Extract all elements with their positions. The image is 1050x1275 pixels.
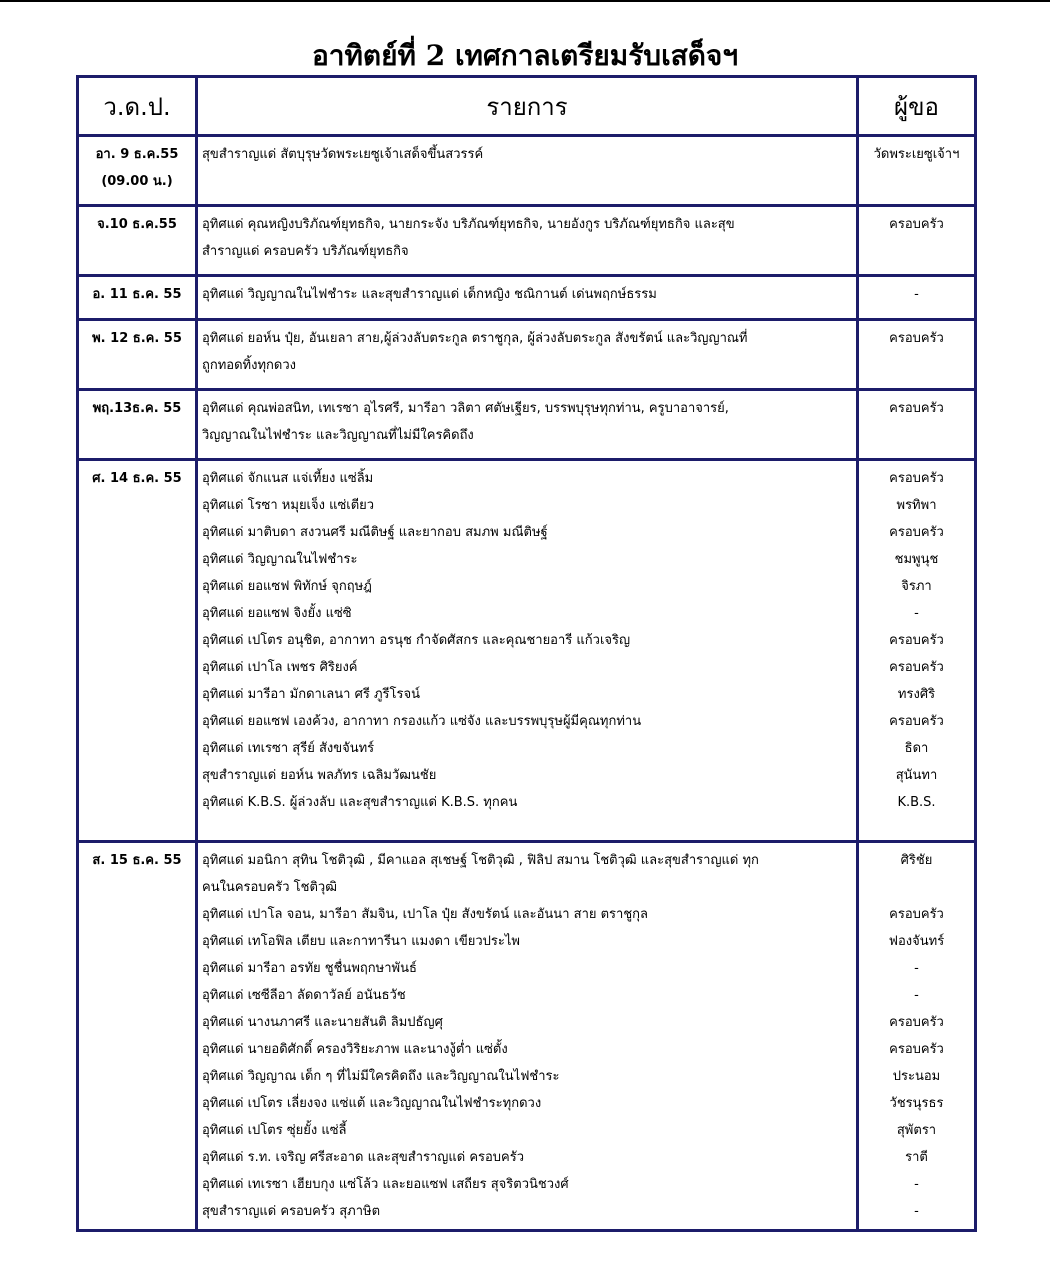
requester-name: ครอบครัว <box>889 1015 944 1030</box>
table-row <box>78 390 976 460</box>
item-line: อุทิศแด่ วิญญาณในไฟชำระ <box>202 552 358 567</box>
row-date <box>78 842 197 1231</box>
page-title: อาทิตย์ที่ 2 เทศกาลเตรียมรับเสด็จฯ <box>311 39 739 72</box>
requester-name: ครอบครัว <box>889 331 944 346</box>
item-line: อุทิศแด่ คุณหญิงบริภัณฑ์ยุทธกิจ, นายกระจัง บริภัณฑ์ยุทธกิจ, นายอังกูร บริภัณฑ์ยุทธกิจ และสุข <box>202 217 735 232</box>
date-line: (09.00 น.) <box>101 174 173 189</box>
table-row <box>78 842 976 1231</box>
item-line: อุทิศแด่ เทเรซา สุรีย์ สังขจันทร์ <box>202 741 375 756</box>
item-line: อุทิศแด่ ยอห์น ปุ๋ย, อันเยลา สาย,ผู้ล่วงลับตระกูล ตราชูกุล, ผู้ล่วงลับตระกูล สังขรัตน์ และวิญญาณที่ <box>202 331 748 346</box>
item-line: อุทิศแด่ เปโตร เลี่ยงจง แซ่แต้ และวิญญาณในไฟชำระทุกดวง <box>202 1096 542 1111</box>
item-line: อุทิศแด่ วิญญาณ เด็ก ๆ ที่ไม่มีใครคิดถึง และวิญญาณในไฟชำระ <box>202 1069 560 1084</box>
row-requesters <box>858 320 976 390</box>
item-line: อุทิศแด่ ร.ท. เจริญ ศรีสะอาด และสุขสำราญแด่ ครอบครัว <box>202 1150 525 1165</box>
requester-name: ธิดา <box>904 741 929 756</box>
requester-name: - <box>914 1204 919 1219</box>
requester-spacer <box>861 874 972 901</box>
requester-name: ครอบครัว <box>889 217 944 232</box>
item-line: อุทิศแด่ มาติบดา สงวนศรี มณีติษฐ์ และยากอบ สมภพ มณีติษฐ์ <box>202 525 548 540</box>
item-line: อุทิศแด่ มารีอา อรทัย ชูชื่นพฤกษาพันธ์ <box>202 961 417 976</box>
item-line: สุขสำราญแด่ สัตบุรุษวัดพระเยซูเจ้าเสด็จขึ้นสวรรค์ <box>202 147 484 162</box>
requester-name: ครอบครัว <box>889 525 944 540</box>
item-line: อุทิศแด่ เปโตร ซุ่ยยั้ง แซ่ลี้ <box>202 1123 347 1138</box>
row-items <box>197 320 858 390</box>
row-items <box>197 390 858 460</box>
row-date <box>78 206 197 276</box>
item-line-continued: วิญญาณในไฟชำระ และวิญญาณที่ไม่มีใครคิดถึง <box>202 428 474 443</box>
item-line: อุทิศแด่ ยอแซฟ เองค้วง, อากาทา กรองแก้ว แซ่จัง และบรรพบุรุษผู้มีคุณทุกท่าน <box>202 714 642 729</box>
date-line: อ. 11 ธ.ค. 55 <box>92 287 182 302</box>
row-items <box>197 276 858 320</box>
requester-name: K.B.S. <box>897 795 936 810</box>
requester-name: ฟองจันทร์ <box>888 934 945 949</box>
item-line: อุทิศแด่ เทเรซา เฮียบกุง แซ่โล้ว และยอแซฟ เสถียร สุจริตวนิชวงศ์ <box>202 1177 569 1192</box>
requester-name: ราตี <box>905 1150 928 1165</box>
requester-name: - <box>914 287 919 302</box>
requester-name: จิรภา <box>901 579 932 594</box>
item-line: อุทิศแด่ เปาโล เพชร ศิริยงค์ <box>202 660 358 675</box>
requester-name: สุพัตรา <box>896 1123 937 1138</box>
item-line: อุทิศแด่ คุณพ่อสนิท, เทเรซา อุไรศรี, มารีอา วลิตา ศตัษเฐียร, บรรพบุรุษทุกท่าน, ครูบาอาจารย์, <box>202 401 729 416</box>
date-line: อา. 9 ธ.ค.55 <box>95 147 179 162</box>
requester-name: ครอบครัว <box>889 471 944 486</box>
item-line: อุทิศแด่ จักแนส แจ่เที้ยง แซ่ลิ้ม <box>202 471 374 486</box>
item-line: อุทิศแด่ วิญญาณในไฟชำระ และสุขสำราญแด่ เด็กหญิง ชณิกานต์ เด่นพฤกษ์ธรรม <box>202 287 657 302</box>
requester-spacer <box>861 352 972 379</box>
row-requesters <box>858 206 976 276</box>
requester-name: ศิริชัย <box>900 853 933 868</box>
requester-name: ทรงศิริ <box>897 687 936 702</box>
table-row <box>78 136 976 206</box>
requester-name: ชมพูนุช <box>894 552 939 567</box>
row-requesters <box>858 460 976 842</box>
row-date <box>78 136 197 206</box>
item-line: สุขสำราญแด่ ครอบครัว สุภาษิต <box>202 1204 381 1219</box>
requester-name: - <box>914 961 919 976</box>
table-row <box>78 320 976 390</box>
item-line: อุทิศแด่ มารีอา มักดาเลนา ศรี ภูรีโรจน์ <box>202 687 420 702</box>
item-line: อุทิศแด่ เปาโล จอน, มารีอา สัมจิน, เปาโล ปุ๋ย สังขรัตน์ และอันนา สาย ตราชูกุล <box>202 907 648 922</box>
date-line: จ.10 ธ.ค.55 <box>97 217 177 232</box>
schedule-table <box>76 75 977 1232</box>
requester-name: ครอบครัว <box>889 1042 944 1057</box>
row-requesters <box>858 276 976 320</box>
row-requesters <box>858 136 976 206</box>
row-date <box>78 276 197 320</box>
requester-name: ครอบครัว <box>889 633 944 648</box>
table-row <box>78 276 976 320</box>
requester-spacer <box>861 238 972 265</box>
requester-name: วัดพระเยซูเจ้าฯ <box>873 147 960 162</box>
item-line: สุขสำราญแด่ ยอห์น พลภัทร เฉลิมวัฒนชัย <box>202 768 437 783</box>
item-line: อุทิศแด่ ยอแซฟ พิทักษ์ จุกฤษฎ์ <box>202 579 372 594</box>
item-line-continued: สำราญแด่ ครอบครัว บริภัณฑ์ยุทธกิจ <box>202 244 409 259</box>
item-line: อุทิศแด่ ยอแซฟ จิงยั้ง แซ่ซิ <box>202 606 352 621</box>
requester-name: ครอบครัว <box>889 907 944 922</box>
requester-name: - <box>914 988 919 1003</box>
item-line: อุทิศแด่ เทโอฟิล เตียบ และกาทารีนา แมงดา เขียวประไพ <box>202 934 520 949</box>
header-items: รายการ <box>197 77 858 136</box>
item-line: อุทิศแด่ โรซา หมุยเจ็ง แซ่เตียว <box>202 498 375 513</box>
date-line: ส. 15 ธ.ค. 55 <box>92 853 182 868</box>
item-line: อุทิศแด่ มอนิกา สุทิน โชติวุฒิ , มีคาแอล สุเชษฐ์ โชติวุฒิ , ฟิลิป สมาน โชติวุฒิ และสุขสำราญแด่ ทุก <box>202 853 759 868</box>
item-line-continued: คนในครอบครัว โชติวุฒิ <box>202 880 337 895</box>
row-items <box>197 842 858 1231</box>
requester-name: พรทิพา <box>896 498 937 513</box>
item-line: อุทิศแด่ นางนภาศรี และนายสันติ ลิมปธัญศุ <box>202 1015 443 1030</box>
row-items <box>197 460 858 842</box>
item-line: อุทิศแด่ K.B.S. ผู้ล่วงลับ และสุขสำราญแด่ K.B.S. ทุกคน <box>202 795 518 810</box>
requester-name: ครอบครัว <box>889 401 944 416</box>
row-date <box>78 320 197 390</box>
date-line: ศ. 14 ธ.ค. 55 <box>92 471 182 486</box>
date-line: พ. 12 ธ.ค. 55 <box>92 331 182 346</box>
requester-name: ประนอม <box>892 1069 941 1084</box>
item-line: อุทิศแด่ นายอดิศักดิ์ ครองวิริยะภาพ และนางงู้ต่ำ แซ่ตั้ง <box>202 1042 508 1057</box>
row-items <box>197 206 858 276</box>
requester-spacer <box>861 422 972 449</box>
requester-name: - <box>914 606 919 621</box>
header-requester: ผู้ขอ <box>858 77 976 136</box>
requester-name: - <box>914 1177 919 1192</box>
item-line-continued: ถูกทอดทิ้งทุกดวง <box>202 358 297 373</box>
date-line: พฤ.13ธ.ค. 55 <box>92 401 182 416</box>
row-date <box>78 390 197 460</box>
row-date <box>78 460 197 842</box>
row-requesters <box>858 842 976 1231</box>
requester-name: ครอบครัว <box>889 660 944 675</box>
requester-name: ครอบครัว <box>889 714 944 729</box>
requester-name: วัชรนุรธร <box>889 1096 944 1111</box>
row-requesters <box>858 390 976 460</box>
header-date: ว.ด.ป. <box>78 77 197 136</box>
item-line: อุทิศแด่ เปโตร อนุชิต, อากาทา อรนุช กำจัดศัสกร และคุณชายอารี แก้วเจริญ <box>202 633 631 648</box>
item-line: อุทิศแด่ เซซีลีอา ลัดดาวัลย์ อนันธวัช <box>202 988 406 1003</box>
top-rule <box>0 0 1050 2</box>
row-items <box>197 136 858 206</box>
header-row <box>78 77 976 136</box>
table-row <box>78 206 976 276</box>
table-row <box>78 460 976 842</box>
requester-name: สุนันทา <box>895 768 938 783</box>
